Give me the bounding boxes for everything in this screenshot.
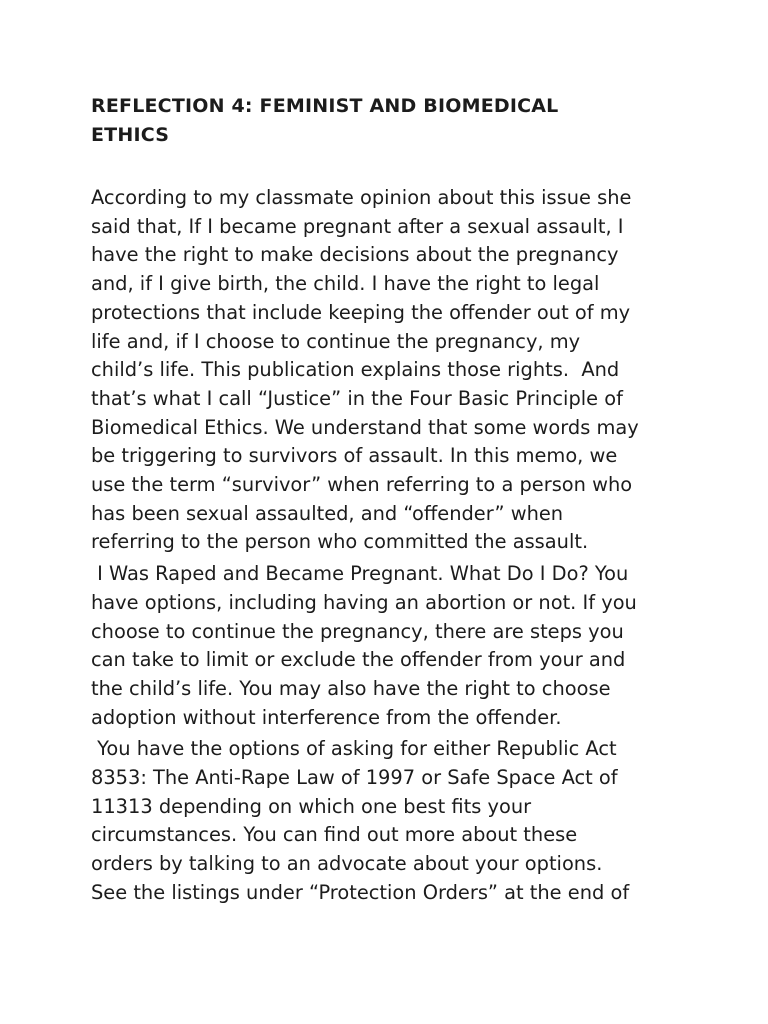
text-line: protections that include keeping the offender out of my [91,300,631,324]
text-line: choose to continue the pregnancy, there are steps you [91,619,624,643]
text-line: According to my classmate opinion about this issue she [91,186,632,209]
text-line: 8353: The Anti-Rape Law of 1997 or Safe Space Act of [91,766,618,790]
text-line: referring to the person who committed the assault. [91,530,589,554]
title-line: ETHICS [91,124,170,146]
text-line: child’s life. This publication explains those rights. And [91,358,620,382]
text-line: 11313 depending on which one best fits your [91,794,532,818]
text-line: the child’s life. You may also have the right to choose [91,676,611,700]
text-line: adoption without interference from the offender. [91,705,562,729]
text-line: be triggering to survivors of assault. In this memo, we [91,444,618,468]
text-line: that’s what I call “Justice” in the Four Basic Principle of [91,386,623,410]
paragraph-1 [91,184,691,557]
text-line: can take to limit or exclude the offender from your and [91,648,626,672]
text-line: orders by talking to an advocate about your options. [91,852,603,876]
paragraph-2 [91,560,691,732]
text-line: have the right to make decisions about the pregnancy [91,243,619,267]
text-line: circumstances. You can find out more about these [91,823,578,847]
paragraph-3 [91,735,691,907]
text-line: have options, including having an abortion or not. If you [91,590,637,614]
text-line: Biomedical Ethics. We understand that some words may [91,415,639,439]
text-line: I Was Raped and Became Pregnant. What Do I Do? You [91,562,629,586]
text-line: See the listings under “Protection Orders” at the end of [91,880,630,904]
title-line: REFLECTION 4: FEMINIST AND BIOMEDICAL [91,95,559,117]
text-line: use the term “survivor” when referring to a person who [91,473,633,497]
text-line: and, if I give birth, the child. I have the right to legal [91,272,600,296]
text-line: life and, if I choose to continue the pregnancy, my [91,329,581,353]
document-title [91,92,651,150]
document-body [91,184,691,908]
text-line: has been sexual assaulted, and “offender” when [91,501,564,525]
text-line: You have the options of asking for either Republic Act [91,737,617,761]
text-line: said that, If I became pregnant after a sexual assault, I [91,214,624,238]
